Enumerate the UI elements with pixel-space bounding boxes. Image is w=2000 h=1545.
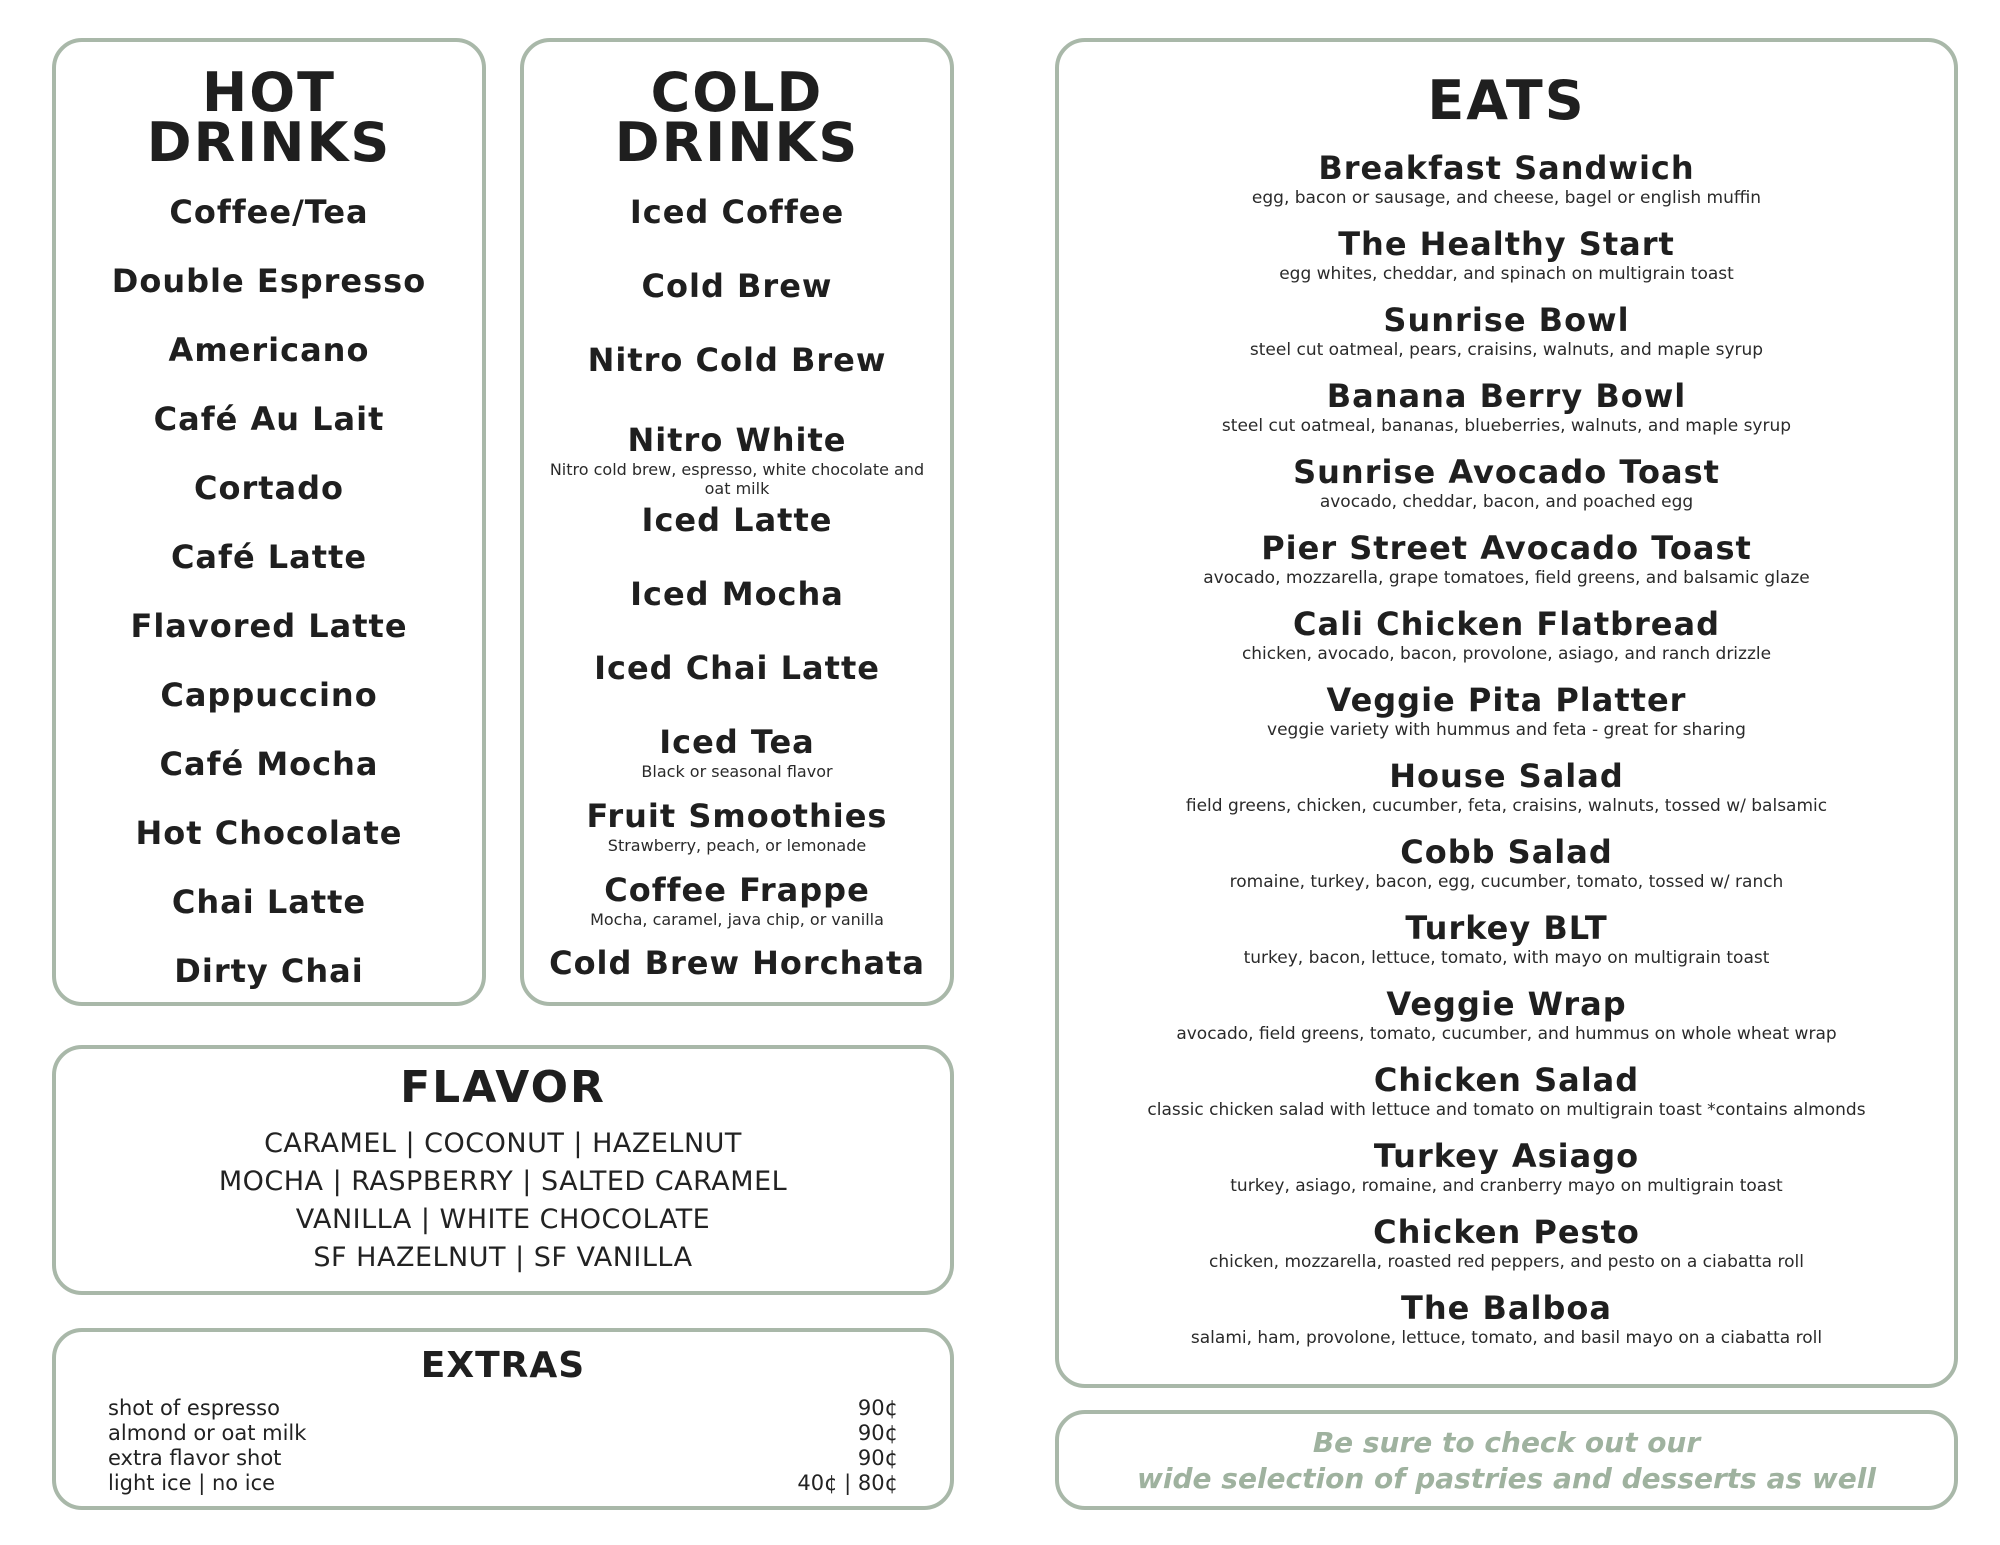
- extra-label: almond or oat milk: [108, 1421, 307, 1445]
- cold-drink-desc: Nitro cold brew, espresso, white chocolate and oat milk: [549, 460, 925, 498]
- cold-drink-name: Nitro White: [627, 421, 847, 459]
- eat-item-desc: turkey, bacon, lettuce, tomato, with mayo on multigrain toast: [1243, 948, 1770, 968]
- extras-title: EXTRAS: [420, 1345, 586, 1386]
- extra-row: [108, 1471, 898, 1496]
- extra-label: extra flavor shot: [108, 1446, 282, 1470]
- hot-drink-item: Coffee/Tea: [169, 193, 369, 231]
- eat-item-name: Turkey BLT: [1405, 909, 1608, 947]
- eat-item-name: Turkey Asiago: [1373, 1137, 1640, 1175]
- cold-drink-name: Iced Tea: [659, 723, 815, 761]
- eat-item-name: The Balboa: [1401, 1289, 1612, 1327]
- cold-drink-desc: Black or seasonal flavor: [641, 762, 833, 781]
- hot-drink-item: Cappuccino: [160, 676, 378, 714]
- hot-drink-item: Chai Latte: [171, 883, 367, 921]
- eat-item-desc: chicken, mozzarella, roasted red peppers, and pesto on a ciabatta roll: [1209, 1252, 1804, 1272]
- hot-drink-item: Double Espresso: [111, 262, 427, 300]
- eat-item-name: Pier Street Avocado Toast: [1261, 529, 1752, 567]
- extras-panel: [52, 1328, 954, 1510]
- eat-item-desc: avocado, mozzarella, grape tomatoes, field greens, and balsamic glaze: [1203, 568, 1810, 588]
- eat-item-name: Breakfast Sandwich: [1318, 149, 1695, 187]
- hot-drinks-title-line1: HOT: [202, 61, 336, 124]
- hot-drink-item: Dirty Chai: [174, 952, 364, 990]
- hot-drink-item: Hot Chocolate: [135, 814, 403, 852]
- extra-price: 90¢: [857, 1396, 898, 1420]
- cold-drink-name: Fruit Smoothies: [586, 797, 888, 835]
- extra-row: [108, 1446, 898, 1471]
- hot-drink-item: Americano: [168, 331, 370, 369]
- eats-panel: [1055, 38, 1958, 1388]
- eat-item-desc: salami, ham, provolone, lettuce, tomato, and basil mayo on a ciabatta roll: [1190, 1328, 1823, 1348]
- cold-drink-name: Iced Mocha: [630, 575, 844, 613]
- cold-drink-name: Coffee Frappe: [604, 871, 870, 909]
- eat-item-name: Chicken Pesto: [1373, 1213, 1640, 1251]
- flavor-line: CARAMEL | COCONUT | HAZELNUT: [264, 1128, 742, 1159]
- eat-item-desc: egg, bacon or sausage, and cheese, bagel or english muffin: [1251, 188, 1762, 208]
- cold-drink-desc: Mocha, caramel, java chip, or vanilla: [590, 910, 884, 929]
- eat-item-desc: egg whites, cheddar, and spinach on multigrain toast: [1279, 264, 1734, 284]
- flavor-line: SF HAZELNUT | SF VANILLA: [313, 1242, 693, 1273]
- hot-drinks-panel: [52, 38, 486, 1006]
- eat-item-name: Chicken Salad: [1373, 1061, 1640, 1099]
- eat-item-desc: classic chicken salad with lettuce and tomato on multigrain toast *contains almonds: [1147, 1100, 1866, 1120]
- eat-item-desc: field greens, chicken, cucumber, feta, craisins, walnuts, tossed w/ balsamic: [1185, 796, 1828, 816]
- cold-drinks-title-line2: DRINKS: [614, 111, 860, 174]
- eat-item-name: Sunrise Bowl: [1383, 301, 1630, 339]
- cold-drink-name: Iced Latte: [641, 501, 833, 539]
- flavor-title: FLAVOR: [400, 1062, 606, 1113]
- eat-item-desc: turkey, asiago, romaine, and cranberry mayo on multigrain toast: [1230, 1176, 1783, 1196]
- flavor-panel: [52, 1045, 954, 1295]
- cold-drink-name: Iced Chai Latte: [594, 649, 880, 687]
- hot-drinks-title-line2: DRINKS: [146, 111, 392, 174]
- extra-row: [108, 1396, 898, 1421]
- eat-item-name: The Healthy Start: [1338, 225, 1675, 263]
- hot-drink-item: Café Au Lait: [153, 400, 385, 438]
- cold-drinks-title-line1: COLD: [650, 61, 824, 124]
- eat-item-desc: steel cut oatmeal, pears, craisins, walnuts, and maple syrup: [1249, 340, 1764, 360]
- eat-item-name: Veggie Wrap: [1386, 985, 1627, 1023]
- cold-drinks-title: [524, 61, 950, 174]
- hot-drink-item: Flavored Latte: [130, 607, 408, 645]
- eat-item-name: Sunrise Avocado Toast: [1293, 453, 1720, 491]
- eat-item-name: Veggie Pita Platter: [1326, 681, 1687, 719]
- cold-drink-name: Cold Brew: [641, 267, 833, 305]
- extra-label: light ice | no ice: [108, 1471, 276, 1495]
- pastries-note-panel: [1055, 1410, 1958, 1510]
- extra-price: 40¢ | 80¢: [797, 1471, 898, 1495]
- flavor-line: VANILLA | WHITE CHOCOLATE: [295, 1204, 711, 1235]
- hot-drinks-title: [56, 61, 482, 174]
- eat-item-desc: steel cut oatmeal, bananas, blueberries, walnuts, and maple syrup: [1221, 416, 1792, 436]
- extra-price: 90¢: [857, 1421, 898, 1445]
- cold-drink-name: Cold Brew Horchata: [549, 944, 925, 982]
- eat-item-name: Banana Berry Bowl: [1326, 377, 1687, 415]
- note-line-2: wide selection of pastries and desserts as well: [1137, 1462, 1876, 1495]
- extra-row: [108, 1421, 898, 1446]
- cold-drinks-panel: [520, 38, 954, 1006]
- eat-item-desc: avocado, cheddar, bacon, and poached egg: [1319, 492, 1694, 512]
- hot-drink-item: Cortado: [193, 469, 345, 507]
- eat-item-desc: avocado, field greens, tomato, cucumber, and hummus on whole wheat wrap: [1176, 1024, 1837, 1044]
- note-line-1: Be sure to check out our: [1312, 1426, 1701, 1459]
- hot-drink-item: Café Latte: [170, 538, 368, 576]
- eat-item-name: House Salad: [1389, 757, 1624, 795]
- extra-price: 90¢: [857, 1446, 898, 1470]
- eat-item-desc: chicken, avocado, bacon, provolone, asiago, and ranch drizzle: [1241, 644, 1772, 664]
- cold-drink-name: Iced Coffee: [629, 193, 845, 231]
- cold-drink-desc: Strawberry, peach, or lemonade: [607, 836, 867, 855]
- flavor-line: MOCHA | RASPBERRY | SALTED CARAMEL: [218, 1166, 788, 1197]
- eats-title: EATS: [1427, 69, 1586, 132]
- eat-item-name: Cobb Salad: [1400, 833, 1613, 871]
- eat-item-name: Cali Chicken Flatbread: [1292, 605, 1720, 643]
- eat-item-desc: romaine, turkey, bacon, egg, cucumber, tomato, tossed w/ ranch: [1229, 872, 1784, 892]
- cold-drink-name: Nitro Cold Brew: [587, 341, 887, 379]
- extra-label: shot of espresso: [108, 1396, 280, 1420]
- hot-drink-item: Café Mocha: [159, 745, 379, 783]
- eat-item-desc: veggie variety with hummus and feta - great for sharing: [1267, 720, 1746, 740]
